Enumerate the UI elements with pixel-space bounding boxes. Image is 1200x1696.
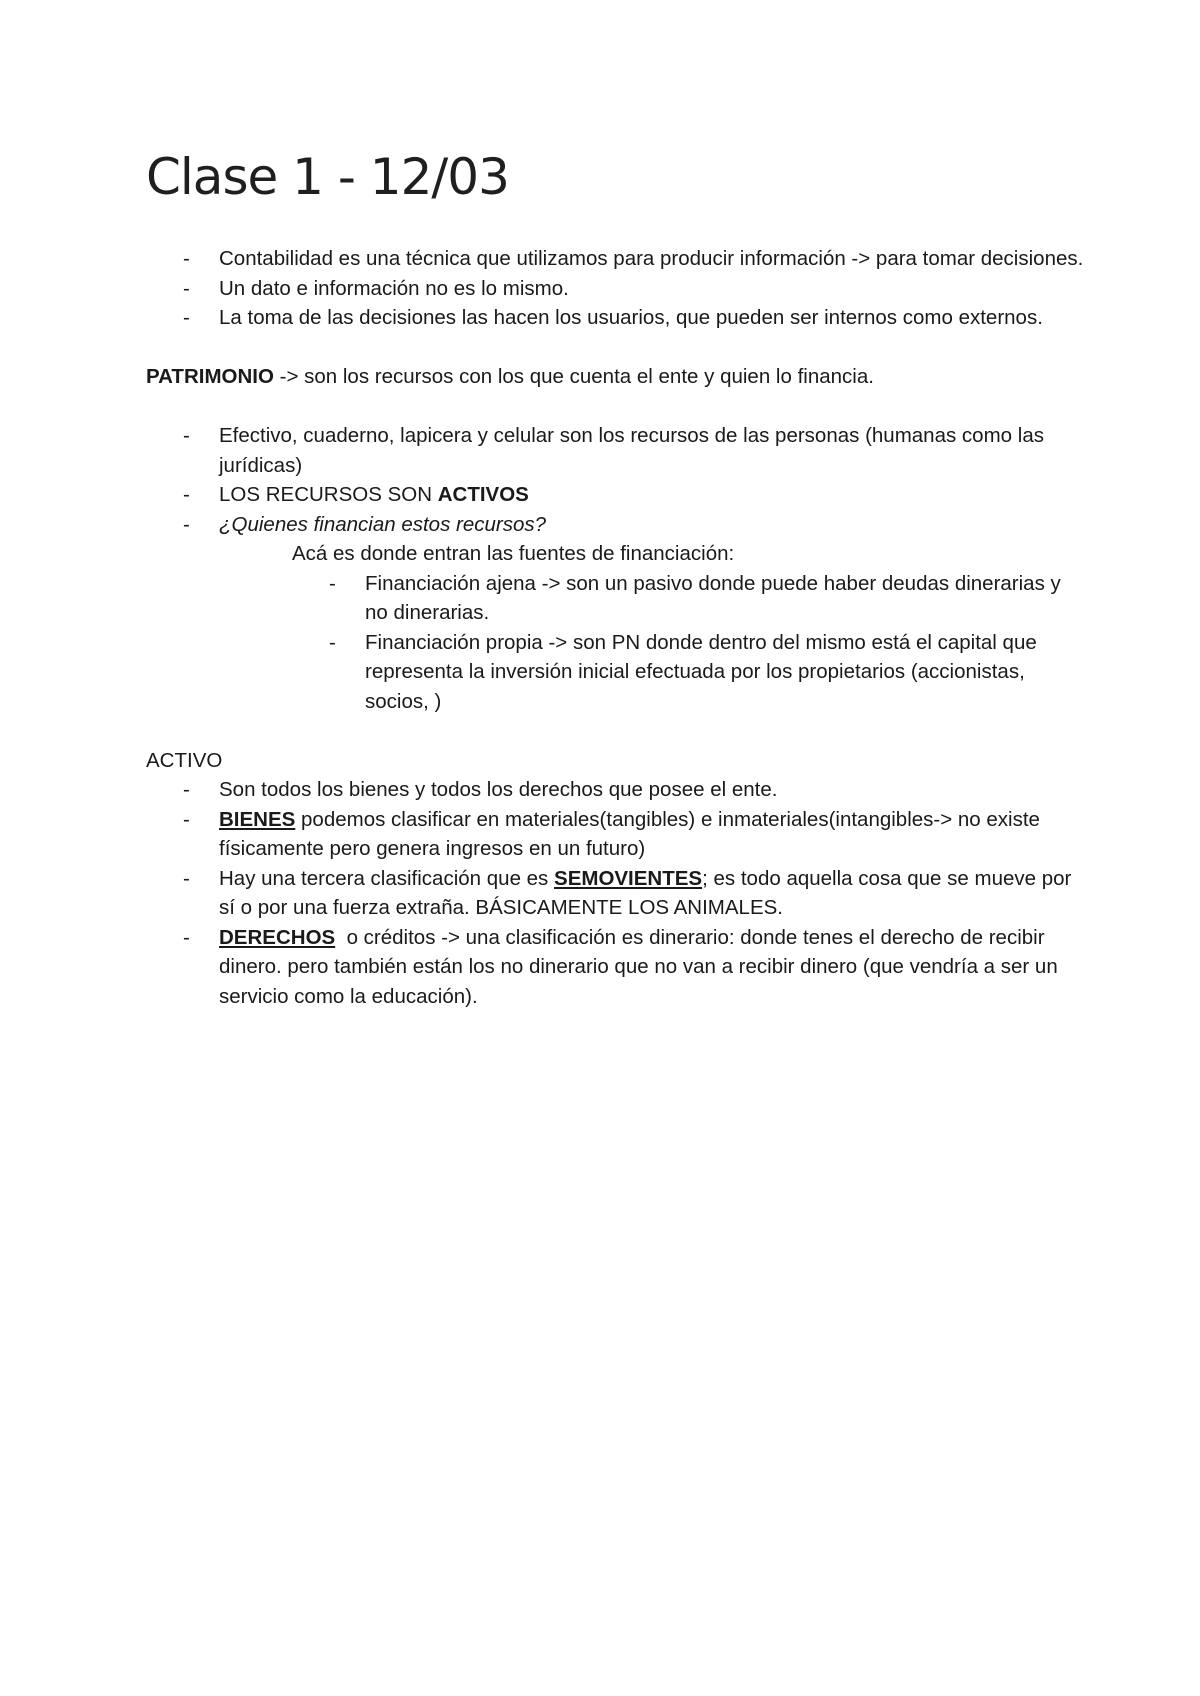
- derechos-text: o créditos -> una clasificación es dinerario: donde tenes el derecho de recibir dinero. pero también están los no dinerario que no van a recibir dinero (que vendría a ser un servicio como la educación).: [219, 925, 1064, 1008]
- semovientes-text: ; es todo aquella cosa que se mueve por sí o por una fuerza extraña. BÁSICAMENTE LOS ANIMALES.: [219, 866, 1072, 919]
- list-item: - Un dato e información no es lo mismo.: [146, 274, 1086, 304]
- list-item: [146, 480, 1086, 510]
- financing-question: ¿Quienes financian estos recursos?: [219, 512, 547, 536]
- spacer: [146, 716, 1086, 746]
- recursos-prefix: LOS RECURSOS SON: [219, 483, 438, 506]
- semovientes-prefix: Hay una tercera clasificación que es: [219, 866, 555, 890]
- bienes-term: BIENES: [219, 807, 296, 831]
- activo-list: [146, 775, 1086, 1011]
- activo-heading: ACTIVO: [146, 748, 223, 772]
- semovientes-term: SEMOVIENTES: [554, 866, 703, 890]
- patrimonio-paragraph: [146, 362, 1086, 392]
- list-item: - Financiación ajena -> son un pasivo donde puede haber deudas dinerarias y no dinerarias.: [292, 569, 1086, 628]
- derechos-term: DERECHOS: [219, 925, 336, 949]
- list-item: - Efectivo, cuaderno, lapicera y celular son los recursos de las personas (humanas como las jurídicas): [146, 421, 1086, 480]
- financiacion-intro: Acá es donde entran las fuentes de financiación:: [292, 542, 735, 565]
- document-body: [146, 244, 1086, 1011]
- patrimonio-list: [146, 421, 1086, 539]
- list-item: [146, 864, 1086, 923]
- activos-term: ACTIVOS: [437, 483, 529, 506]
- spacer: [146, 333, 1086, 363]
- financiacion-wrapper: [146, 569, 1086, 717]
- intro-list: [146, 244, 1086, 333]
- spacer: [146, 392, 1086, 422]
- patrimonio-term: PATRIMONIO: [146, 365, 274, 388]
- bienes-text: podemos clasificar en materiales(tangibles) e inmateriales(intangibles-> no existe físicamente pero genera ingresos en un futuro): [219, 807, 1040, 860]
- list-item: - Son todos los bienes y todos los derechos que posee el ente.: [146, 775, 1086, 805]
- list-item: [146, 923, 1086, 1012]
- patrimonio-text: -> son los recursos con los que cuenta el ente y quien lo financia.: [273, 365, 874, 388]
- list-item: [146, 805, 1086, 864]
- list-item: [146, 510, 1086, 540]
- list-item: - Contabilidad es una técnica que utilizamos para producir información -> para tomar decisiones.: [146, 244, 1086, 274]
- financiacion-list: [292, 569, 1086, 717]
- page-title: Clase 1 - 12/03: [146, 148, 509, 206]
- list-item: - La toma de las decisiones las hacen los usuarios, que pueden ser internos como externos.: [146, 303, 1086, 333]
- list-item: - Financiación propia -> son PN donde dentro del mismo está el capital que representa la inversión inicial efectuada por los propietarios (accionistas, socios, ): [292, 628, 1086, 717]
